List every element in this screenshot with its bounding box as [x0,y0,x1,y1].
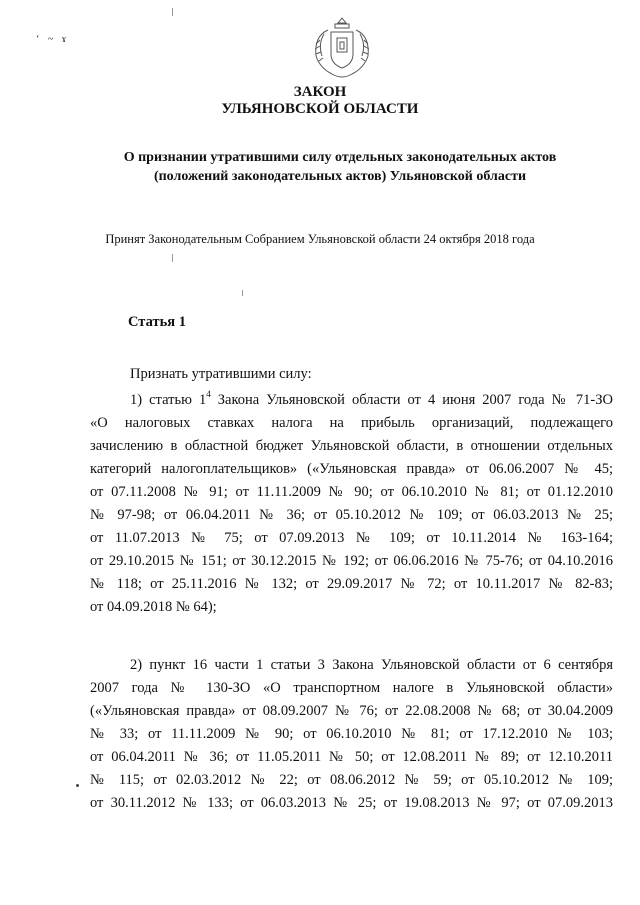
text-line: № 33; от 11.11.2009 № 90; от 06.10.2010 № 81; от 17.12.2010 № 103; [90,726,613,742]
adoption-note: Принят Законодательным Собранием Ульяновской области 24 октября 2018 года [105,232,535,246]
intro-paragraph [90,363,613,386]
text-line: 2) пункт 16 части 1 статьи 3 Закона Ульяновской области от 6 сентября [130,657,613,673]
superscript: 4 [206,389,211,400]
text-line: («Ульяновская правда» от 08.09.2007 № 76; от 22.08.2008 № 68; от 30.04.2009 [90,703,613,719]
scan-dot [76,784,79,787]
law-title [60,148,620,186]
text-line: от 06.04.2011 № 36; от 11.05.2011 № 50; от 12.08.2011 № 89; от 12.10.2011 [90,749,613,765]
text-line: № 118; от 25.11.2016 № 132; от 29.09.2017 № 72; от 10.11.2017 № 82-83; [90,576,613,592]
coat-of-arms-icon [302,14,382,84]
text-fragment: Закона Ульяновской области от 4 июня 2007 года № 71-ЗО [210,392,613,408]
law-title-line: (положений законодательных актов) Ульяновской области [153,169,527,184]
text-line: № 115; от 02.03.2012 № 22; от 08.06.2012 № 59; от 05.10.2012 № 109; [90,772,613,788]
text-line: 2007 года № 130-ЗО «О транспортном налоге в Ульяновской области» [90,680,613,696]
region-heading: УЛЬЯНОВСКОЙ ОБЛАСТИ [221,101,419,117]
law-title-line: О признании утратившими силу отдельных законодательных актов [123,150,557,165]
text-line: от 30.11.2012 № 133; от 06.03.2013 № 25; от 19.08.2013 № 97; от 07.09.2013 [90,795,613,811]
scan-tick [242,290,243,296]
intro-line: Признать утратившими силу: [130,366,312,382]
text-line: категорий налогоплательщиков» («Ульяновская правда» от 06.06.2007 № 45; [90,461,613,477]
scan-tick [172,254,173,262]
document-type-heading: ЗАКОН [293,84,347,100]
text-line: № 97-98; от 06.04.2011 № 36; от 05.10.2012 № 109; от 06.03.2013 № 25; [90,507,613,523]
text-line: «О налоговых ставках налога на прибыль организаций, подлежащего [90,415,613,431]
list-item-1 [90,389,613,619]
scan-tick [172,8,173,16]
text-fragment: 1) статью 1 [130,392,207,408]
text-line [90,389,613,412]
text-line: от 04.09.2018 № 64); [90,599,217,615]
text-line: от 29.10.2015 № 151; от 30.12.2015 № 192; от 06.06.2016 № 75-76; от 04.10.2016 [90,553,613,569]
text-line: зачислению в областной бюджет Ульяновской области, в отношении отдельных [90,438,613,454]
text-line: от 11.07.2013 № 75; от 07.09.2013 № 109; от 10.11.2014 № 163-164; [90,530,613,546]
article-heading: Статья 1 [128,314,186,330]
scan-artifact: ʻ ~ ɤ [36,34,70,45]
text-line: от 07.11.2008 № 91; от 11.11.2009 № 90; от 06.10.2010 № 81; от 01.12.2010 [90,484,613,500]
list-item-2 [90,654,613,815]
